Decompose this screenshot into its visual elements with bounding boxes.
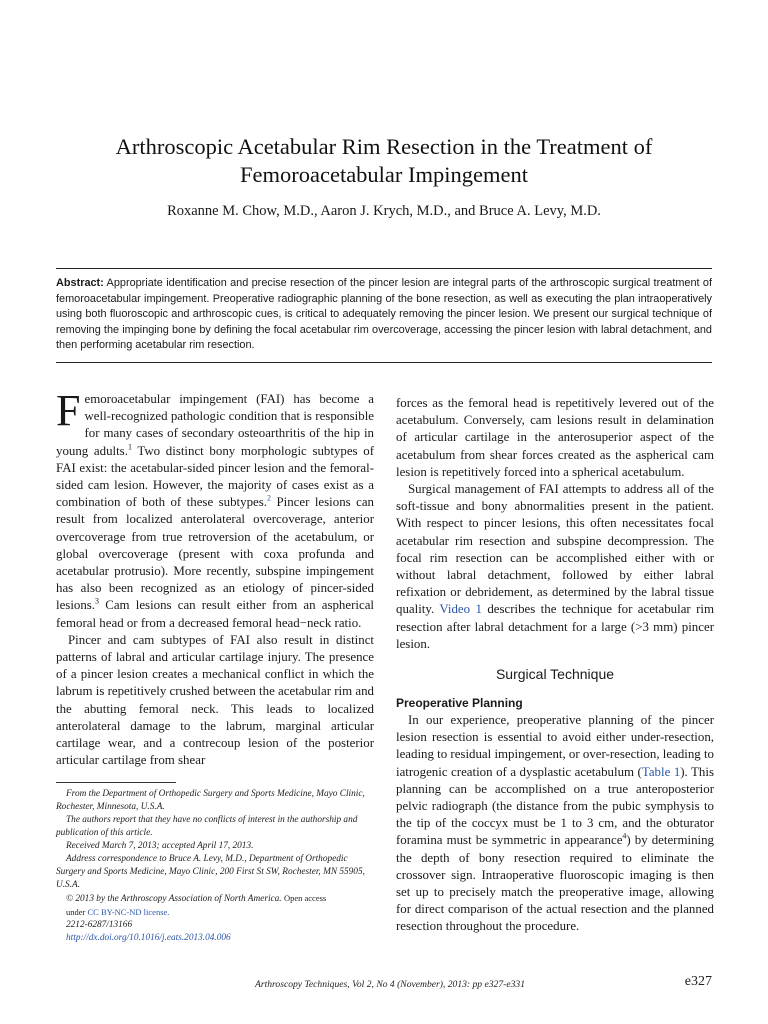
doi-link[interactable]: http://dx.doi.org/10.1016/j.eats.2013.04.006 [66,933,231,943]
footnote-copyright [56,892,374,906]
reference-marker[interactable]: 4 [622,832,627,842]
license-prefix: under [66,907,86,917]
paragraph-text: In our experience, preoperative planning of the pincer lesion resection is essential to avoid either under-resection, leading to residual impingement, or over-resection, leading to iatrogenic creation of a dysplastic acetabulum ( [396,713,714,779]
footnote-correspondence: Address correspondence to Bruce A. Levy, M.D., Department of Orthopedic Surgery and Sports Medicine, Mayo Clinic, 200 First St SW, Rochester, MN 55905, U.S.A. [56,854,365,890]
paragraph-text: Pincer lesions can result from localized anterolateral overcoverage, anterior overcoverage from true retroversion of the acetabulum, or global overcoverage (present with coxa profunda and acetabular protrusio). More recently, subspine impingement has also been recognized as an etiology of pincer-sided lesions. [56,495,375,613]
paragraph-text: Surgical management of FAI attempts to address all of the soft-tissue and bony abnormalities present in the patient. With respect to pincer lesions, this often necessitates focal acetabular rim resection and subspine decompression. The focal rim resection can be accomplished either with or without labral detachment, followed by either labral refixation or debridement, as determined by the labral tissue quality. [396,482,714,617]
paragraph-text: emoroacetabular impingement (FAI) has become a well-recognized pathologic condition that is responsible for many cases of secondary osteoarthritis of the hip in young adults. [56,392,374,458]
license-link[interactable]: CC BY-NC-ND license. [87,907,170,917]
article-title [40,133,728,189]
footnote-received: Received March 7, 2013; accepted April 17, 2013. [66,841,254,851]
abstract [56,276,712,354]
paragraph-text: Two distinct bony morphologic subtypes of FAI exist: the acetabular-sided pincer lesion and the femoral-sided cam lesion. However, the majority of cases exist as a combination of both of these subtypes. [56,443,374,510]
journal-citation: Arthroscopy Techniques, Vol 2, No 4 (November), 2013: pp e327-e331 [254,979,525,990]
footnote-doi [56,932,374,945]
paragraph-text: ). This planning can be accomplished on a true anteroposterior pelvic radiograph (the distance from the pubic symphysis to the tip of the coccyx must be 1 to 3 cm, and the obturator foramina must be symmetric in appearance [396,764,714,848]
page-number: e327 [684,974,712,989]
video-link[interactable]: Video 1 [439,602,482,617]
footnote-affiliation: From the Department of Orthopedic Surgery and Sports Medicine, Mayo Clinic, Rochester, Minnesota, U.S.A. [56,789,365,812]
paragraph [396,712,714,936]
footnotes [56,788,374,945]
right-column [396,395,714,936]
abstract-label: Abstract: [56,277,104,289]
paragraph [56,386,375,632]
paragraph-text: ) by determining the depth of bony resection required to eliminate the crossover sign. Intraoperative fluoroscopic imaging is then set up to precisely match the preoperative image, allowing for direct comparison of the actual resection and the planned resection throughout the procedure. [396,833,714,934]
drop-cap: F [56,386,81,435]
section-heading: Surgical Technique [495,666,615,683]
footnote-conflicts: The authors report that they have no conflicts of interest in the authorship and publication of this article. [56,815,358,838]
reference-marker[interactable]: 1 [127,442,132,452]
reference-link[interactable]: 2 [266,493,271,503]
title-line-1: Arthroscopic Acetabular Rim Resection in the Treatment of [115,134,653,159]
paragraph: Pincer and cam subtypes of FAI also result in distinct patterns of labral and articular cartilage injury. The presence of a pincer lesion creates a mechanical conflict in which the labrum is repetitively crushed between the acetabular rim and the abutting femoral neck. This leads to localized anterolateral damage to the labrum, marginal articular cartilage wear, and a contrecoup lesion of the posterior articular cartilage from shear [56,632,374,768]
paragraph [396,481,714,653]
author-list: Roxanne M. Chow, M.D., Aaron J. Krych, M.D., and Bruce A. Levy, M.D. [167,203,601,219]
paragraph: forces as the femoral head is repetitively levered out of the acetabulum. Conversely, cam lesions result in delamination of articular cartilage in the anterosuperior aspect of the acetabulum from shear forces created as the aspherical cam lesion is repetitively forced into a spherical acetabulum. [396,396,714,479]
left-column [56,386,375,769]
subsection-heading: Preoperative Planning [396,696,523,711]
table-link[interactable]: Table 1 [641,764,681,779]
abstract-bottom-rule [56,362,712,363]
paragraph-text: describes the technique for acetabular rim resection after labral detachment for a large (>3 mm) pincer lesion. [396,602,714,651]
footnote-issn: 2212-6287/13166 [66,920,133,930]
title-line-2: Femoroacetabular Impingement [239,162,529,187]
open-access-label: Open access [283,893,327,903]
abstract-top-rule [56,268,712,269]
reference-marker[interactable]: 3 [95,597,100,607]
footnote-rule [56,782,176,783]
copyright-text: © 2013 by the Arthroscopy Association of North America. [66,894,282,904]
footnote-license [56,906,374,919]
abstract-text: Appropriate identification and precise resection of the pincer lesion are integral parts of the arthroscopic surgical treatment of femoroacetabular impingement. Preoperative radiographic planning of the bone resection, as well as executing the plan intraoperatively using both fluoroscopic and arthroscopic cues, is critical to adequately removing the pincer lesion. We present our surgical technique of removing the impinging bone by defining the focal acetabular rim overcoverage, accessing the pincer lesion with labral detachment, and then performing acetabular rim resection. [56,277,712,351]
paragraph-text: Cam lesions can result either from an aspherical femoral head or from a decreased femoral head−neck ratio. [56,598,374,630]
